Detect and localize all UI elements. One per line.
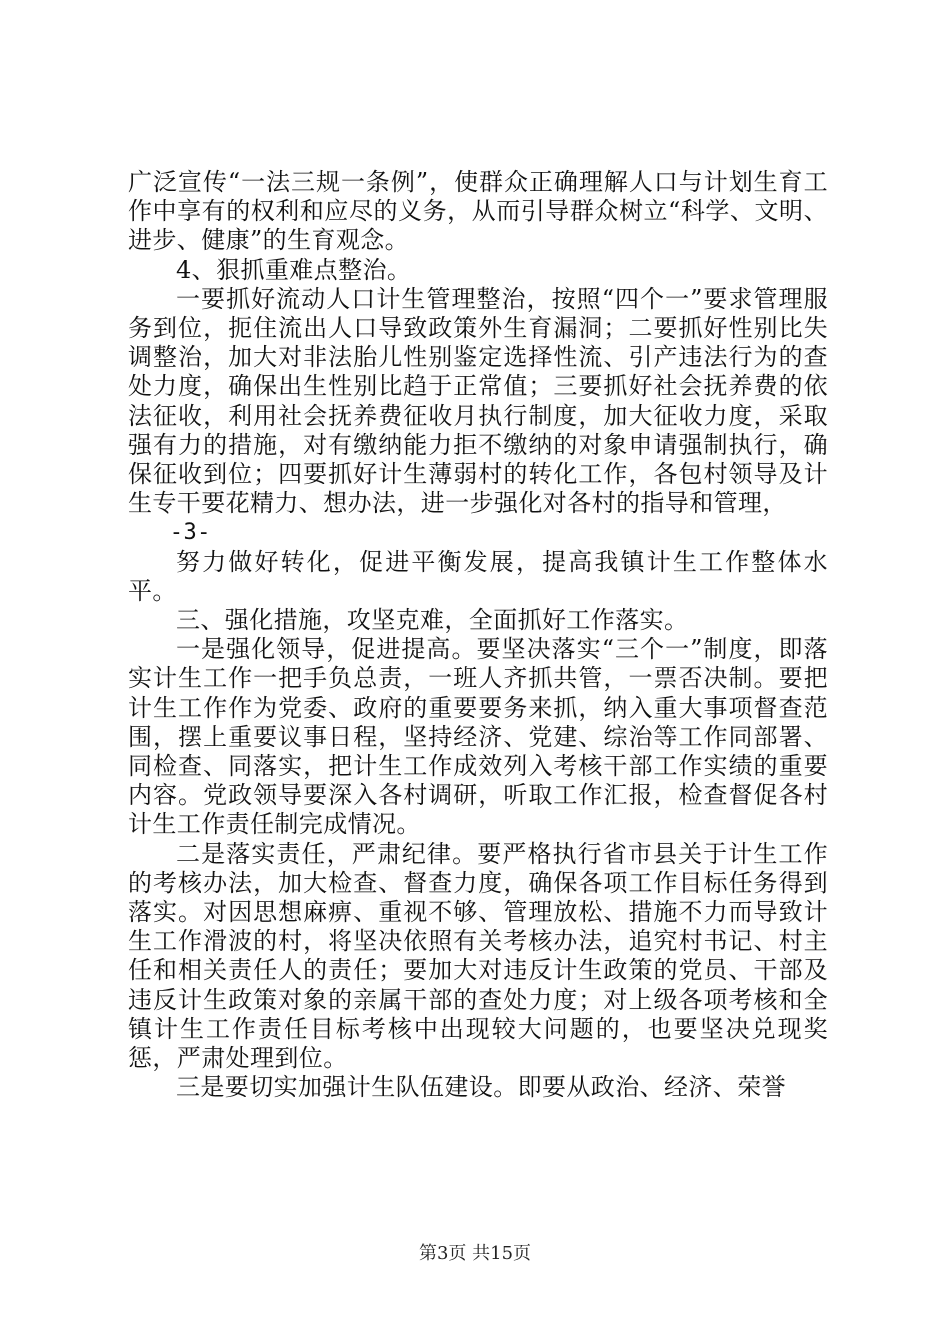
section-heading-3: 三、强化措施，攻坚克难，全面抓好工作落实。 [176, 606, 689, 635]
paragraph-team-building: 三是要切实加强计生队伍建设。即要从政治、经济、荣誉 [176, 1073, 786, 1102]
section-heading-4: 4、狠抓重难点整治。 [176, 255, 412, 284]
paragraph-responsibility: 二是落实责任，严肃纪律。要严格执行省市县关于计生工作的考核办法，加大检查、督查力度，确保各项工作目标任务得到落实。对因思想麻痹、重视不够、管理放松、措施不力而导致计生工作滑波的村，将坚决依照有关考核办法，追究村书记、村主任和相关责任人的责任；要加大对违反计生政策的党员、干部及违反计生政策对象的亲属干部的查处力度；对上级各项考核和全镇计生工作责任目标考核中出现较大问题的，也要坚决兑现奖惩，严肃处理到位。 [128, 839, 828, 1073]
document-body [128, 168, 828, 1103]
paragraph-rectification-items: 一要抓好流动人口计生管理整治，按照“四个一”要求管理服务到位，扼住流出人口导致政策外生育漏洞；二要抓好性别比失调整治，加大对非法胎儿性别鉴定选择性流、引产违法行为的查处力度，确保出生性别比趋于正常值；三要抓好社会抚养费的依法征收，利用社会抚养费征收月执行制度，加大征收力度，采取强有力的措施，对有缴纳能力拒不缴纳的对象申请强制执行，确保征收到位；四要抓好计生薄弱村的转化工作，各包村领导及计生专干要花精力、想办法，进一步强化对各村的指导和管理， [128, 284, 828, 518]
paragraph-continuation: 广泛宣传“一法三规一条例”，使群众正确理解人口与计划生育工作中享有的权利和应尽的义务，从而引导群众树立“科学、文明、进步、健康”的生育观念。 [128, 168, 828, 255]
paragraph-transformation: 努力做好转化，促进平衡发展，提高我镇计生工作整体水平。 [128, 547, 828, 605]
paragraph-leadership: 一是强化领导，促进提高。要坚决落实“三个一”制度，即落实计生工作一把手负总责，一班人齐抓共管，一票否决制。要把计生工作作为党委、政府的重要要务来抓，纳入重大事项督查范围，摆上重要议事日程，坚持经济、党建、综治等工作同部署、同检查、同落实，把计生工作成效列入考核干部工作实绩的重要内容。党政领导要深入各村调研，听取工作汇报，检查督促各村计生工作责任制完成情况。 [128, 635, 828, 839]
page-footer: 第3页 共15页 [418, 1243, 532, 1264]
inline-page-marker: -3- [169, 520, 211, 546]
